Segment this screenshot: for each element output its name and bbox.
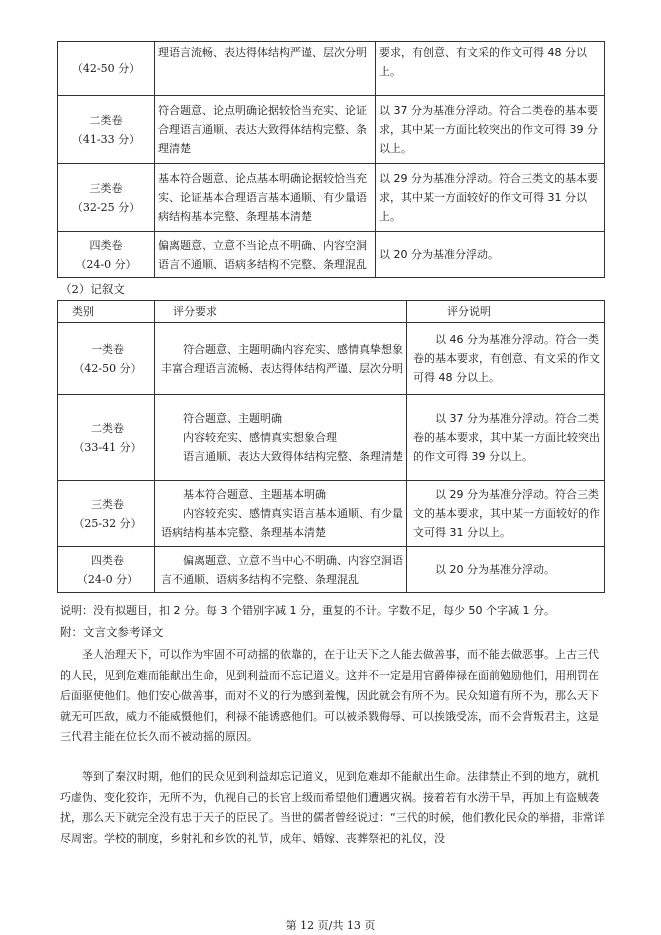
explanation-cell: 以 37 分为基准分浮动。符合二类卷的基本要求，其中某一方面比较突出的作文可得 39 分以上。 [376,96,605,164]
explanation-cell: 以 29 分为基准分浮动。符合三类文的基本要求，其中某一方面较好的作文可得 31 分以上。 [376,164,605,232]
category-cell: 二类卷 （41-33 分） [58,96,155,164]
table-row [58,164,605,232]
explanation-cell: 以 37 分为基准分浮动。符合二类卷的基本要求，其中某一方面比较突出的作文可得 39 分以上。 [407,395,605,481]
explanation-cell: 以 46 分为基准分浮动。符合一类卷的基本要求，有创意、有文采的作文可得 48 分以上。 [407,323,605,395]
table-row [58,42,605,96]
table-row [58,323,605,395]
translation-paragraph: 圣人治理天下，可以作为牢固不可动摇的依靠的，在于让天下之人能去做善事，而不能去做恶事。上古三代的人民，见到危难而能献出生命，见到利益而不忘记道义。这并不一定是用官爵俸禄在面前勉励他们，用刑罚在后面驱使他们。他们安心做善事，而对不义的行为感到羞愧，因此就会有所不为。民众知道有所不为，那么天下就无可匹敌，威力不能威慑他们，利禄不能诱惑他们。可以被杀戮侮辱、可以挨饿受冻，而不会背叛君主，这是三代君主能在位长久而不被动摇的原因。 [60,648,599,743]
table-row [58,232,605,278]
category-cell: 二类卷 （33-41 分） [58,395,155,481]
table-header-row [58,301,605,323]
requirement-cell: 符合题意、论点明确论据较恰当充实、论证合理语言通顺、表达大致得体结构完整、条理清楚 [155,96,376,164]
requirement-cell: 基本符合题意、主题基本明确 内容较充实、感情真实语言基本通顺、有少量语病结构基本完整、条理基本清楚 [155,481,407,547]
table-row [58,395,605,481]
table-row [58,481,605,547]
requirement-cell: 理语言流畅、表达得体结构严谨、层次分明 [155,42,376,96]
requirement-cell: 偏离题意、立意不当论点不明确、内容空洞语言不通顺、语病多结构不完整、条理混乱 [155,232,376,278]
category-cell: 三类卷 （25-32 分） [58,481,155,547]
argumentative-scoring-table [57,41,605,278]
explanation-cell: 以 29 分为基准分浮动。符合三类文的基本要求，其中某一方面较好的作文可得 31 分以上。 [407,481,605,547]
translation-paragraph: 等到了秦汉时期，他们的民众见到利益却忘记道义，见到危难却不能献出生命。法律禁止不到的地方，就机巧虚伪、变化狡诈，无所不为，仇视自己的长官上级而希望他们遭遇灾祸。接着若有水涝干旱，再加上有盗贼袭扰，那么天下就完全没有忠于天子的臣民了。当世的儒者曾经说过：“三代的时候，他们教化民众的举措，非常详尽周密。学校的制度，乡射礼和乡饮的礼节，成年、婚嫁、丧葬祭祀的礼仪，没 [60,770,605,845]
requirement-cell: 基本符合题意、论点基本明确论据较恰当充实、论证基本合理语言基本通顺、有少量语病结构基本完整、条理基本清楚 [155,164,376,232]
header-requirement: 评分要求 [155,301,407,323]
narrative-scoring-table [57,300,605,593]
page-footer: 第 12 页/共 13 页 [285,919,376,932]
table-row [58,547,605,593]
requirement-cell: 符合题意、主题明确内容充实、感情真挚想象丰富合理语言流畅、表达得体结构严谨、层次分明 [155,323,407,395]
deduction-note: 说明：没有拟题目，扣 2 分。每 3 个错别字减 1 分，重复的不计。字数不足，每少 50 个字减 1 分。 [60,604,555,617]
category-cell: 一类卷 （42-50 分） [58,323,155,395]
requirement-cell: 符合题意、主题明确 内容较充实、感情真实想象合理 语言通顺、表达大致得体结构完整、条理清楚 [155,395,407,481]
category-cell: 四类卷 （24-0 分） [58,547,155,593]
table-row [58,96,605,164]
header-explanation: 评分说明 [407,301,605,323]
explanation-cell: 以 20 分为基准分浮动。 [376,232,605,278]
appendix-title: 附：文言文参考译文 [60,625,164,639]
header-category: 类别 [58,301,155,323]
category-cell: 三类卷 （32-25 分） [58,164,155,232]
explanation-cell: 以 20 分为基准分浮动。 [407,547,605,593]
category-cell: 四类卷 （24-0 分） [58,232,155,278]
category-cell: （42-50 分） [58,42,155,96]
section-label: （2）记叙文 [60,282,125,296]
requirement-cell: 偏离题意、立意不当中心不明确、内容空洞语言不通顺、语病多结构不完整、条理混乱 [155,547,407,593]
explanation-cell: 要求，有创意、有文采的作文可得 48 分以上。 [376,42,605,96]
